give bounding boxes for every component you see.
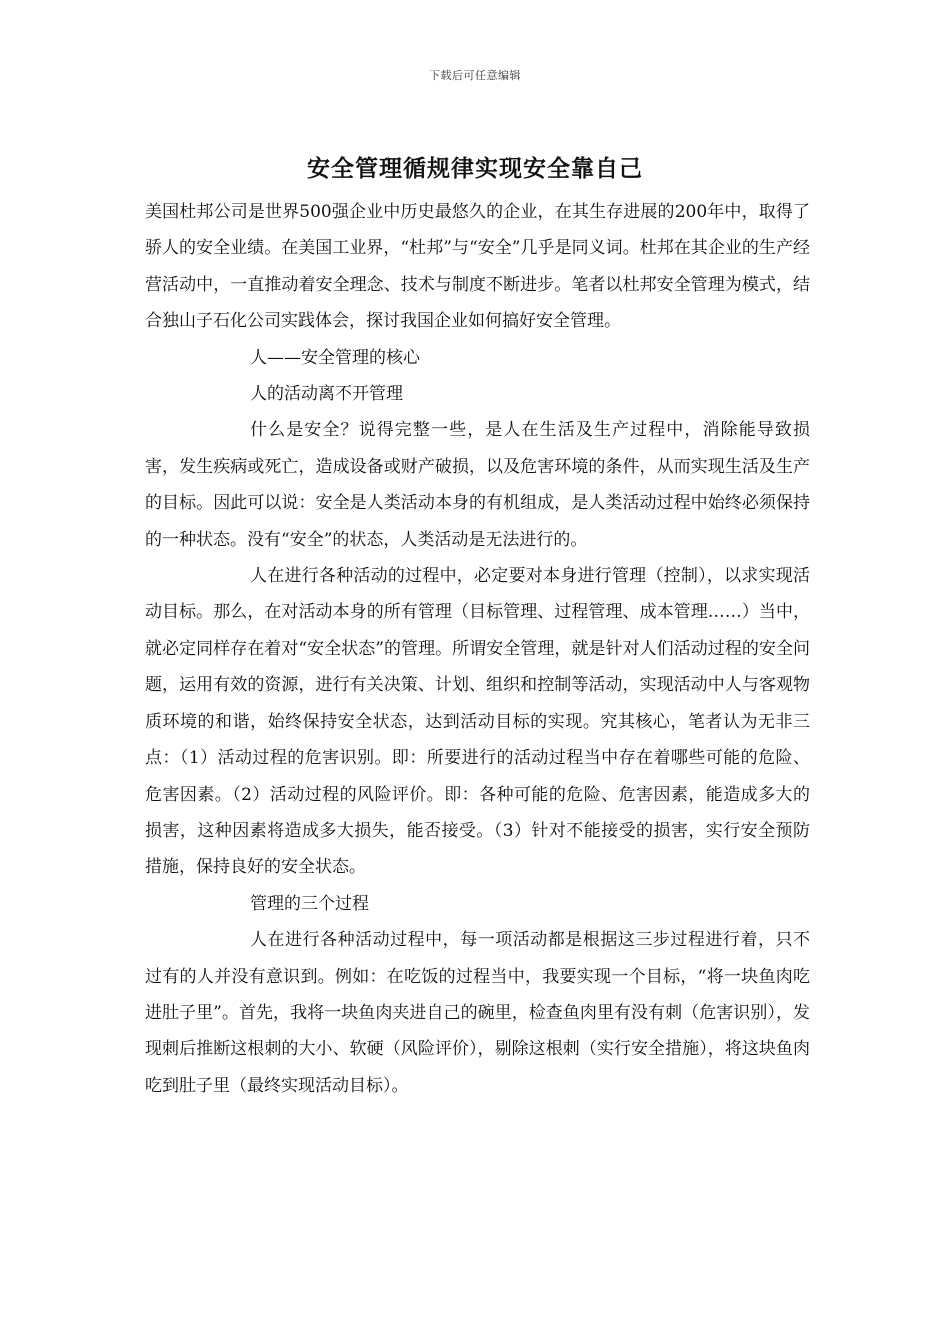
paragraph-fish-example: 人在进行各种活动过程中，每一项活动都是根据这三步过程进行着，只不过有的人并没有意识到。例如：在吃饭的过程当中，我要实现一个目标，“将一块鱼肉吃进肚子里”。首先，我将一块鱼肉夹进自己的碗里，检查鱼肉里有没有刺（危害识别），发现刺后推断这根刺的大小、软硬（风险评价），剔除这根刺（实行安全措施），将这块鱼肉吃到肚子里（最终实现活动目标）。 [145,930,810,1096]
document-title: 安全管理循规律实现安全靠自己 [307,155,643,182]
paragraph-what-is-safety: 什么是安全？说得完整一些，是人在生活及生产过程中，消除能导致损害，发生疾病或死亡，造成设备或财产破损，以及危害环境的条件，从而实现生活及生产的目标。因此可以说：安全是人类活动本身的有机组成，是人类活动过程中始终必须保持的一种状态。没有“安全”的状态，人类活动是无法进行的。 [145,420,810,550]
document-body [145,194,810,1104]
subsection-heading-management: 人的活动离不开管理 [250,384,403,405]
section-heading-core: 人——安全管理的核心 [250,347,420,368]
subsection-heading-three-processes: 管理的三个过程 [250,893,369,914]
header-note: 下载后可任意编辑 [429,69,521,82]
paragraph-intro: 美国杜邦公司是世界500强企业中历史最悠久的企业，在其生存进展的200年中，取得了骄人的安全业绩。在美国工业界，“杜邦”与“安全”几乎是同义词。杜邦在其企业的生产经营活动中，一直推动着安全理念、技术与制度不断进步。笔者以杜邦安全管理为模式，结合独山子石化公司实践体会，探讨我国企业如何搞好安全管理。 [145,202,810,332]
paragraph-safety-management: 人在进行各种活动的过程中，必定要对本身进行管理（控制），以求实现活动目标。那么，在对活动本身的所有管理（目标管理、过程管理、成本管理……）当中，就必定同样存在着对“安全状态”的管理。所谓安全管理，就是针对人们活动过程的安全问题，运用有效的资源，进行有关决策、计划、组织和控制等活动，实现活动中人与客观物质环境的和谐，始终保持安全状态，达到活动目标的实现。究其核心，笔者认为无非三点：（1）活动过程的危害识别。即：所要进行的活动过程当中存在着哪些可能的危险、危害因素。（2）活动过程的风险评价。即：各种可能的危险、危害因素，能造成多大的损害，这种因素将造成多大损失，能否接受。（3）针对不能接受的损害，实行安全预防措施，保持良好的安全状态。 [145,566,810,878]
